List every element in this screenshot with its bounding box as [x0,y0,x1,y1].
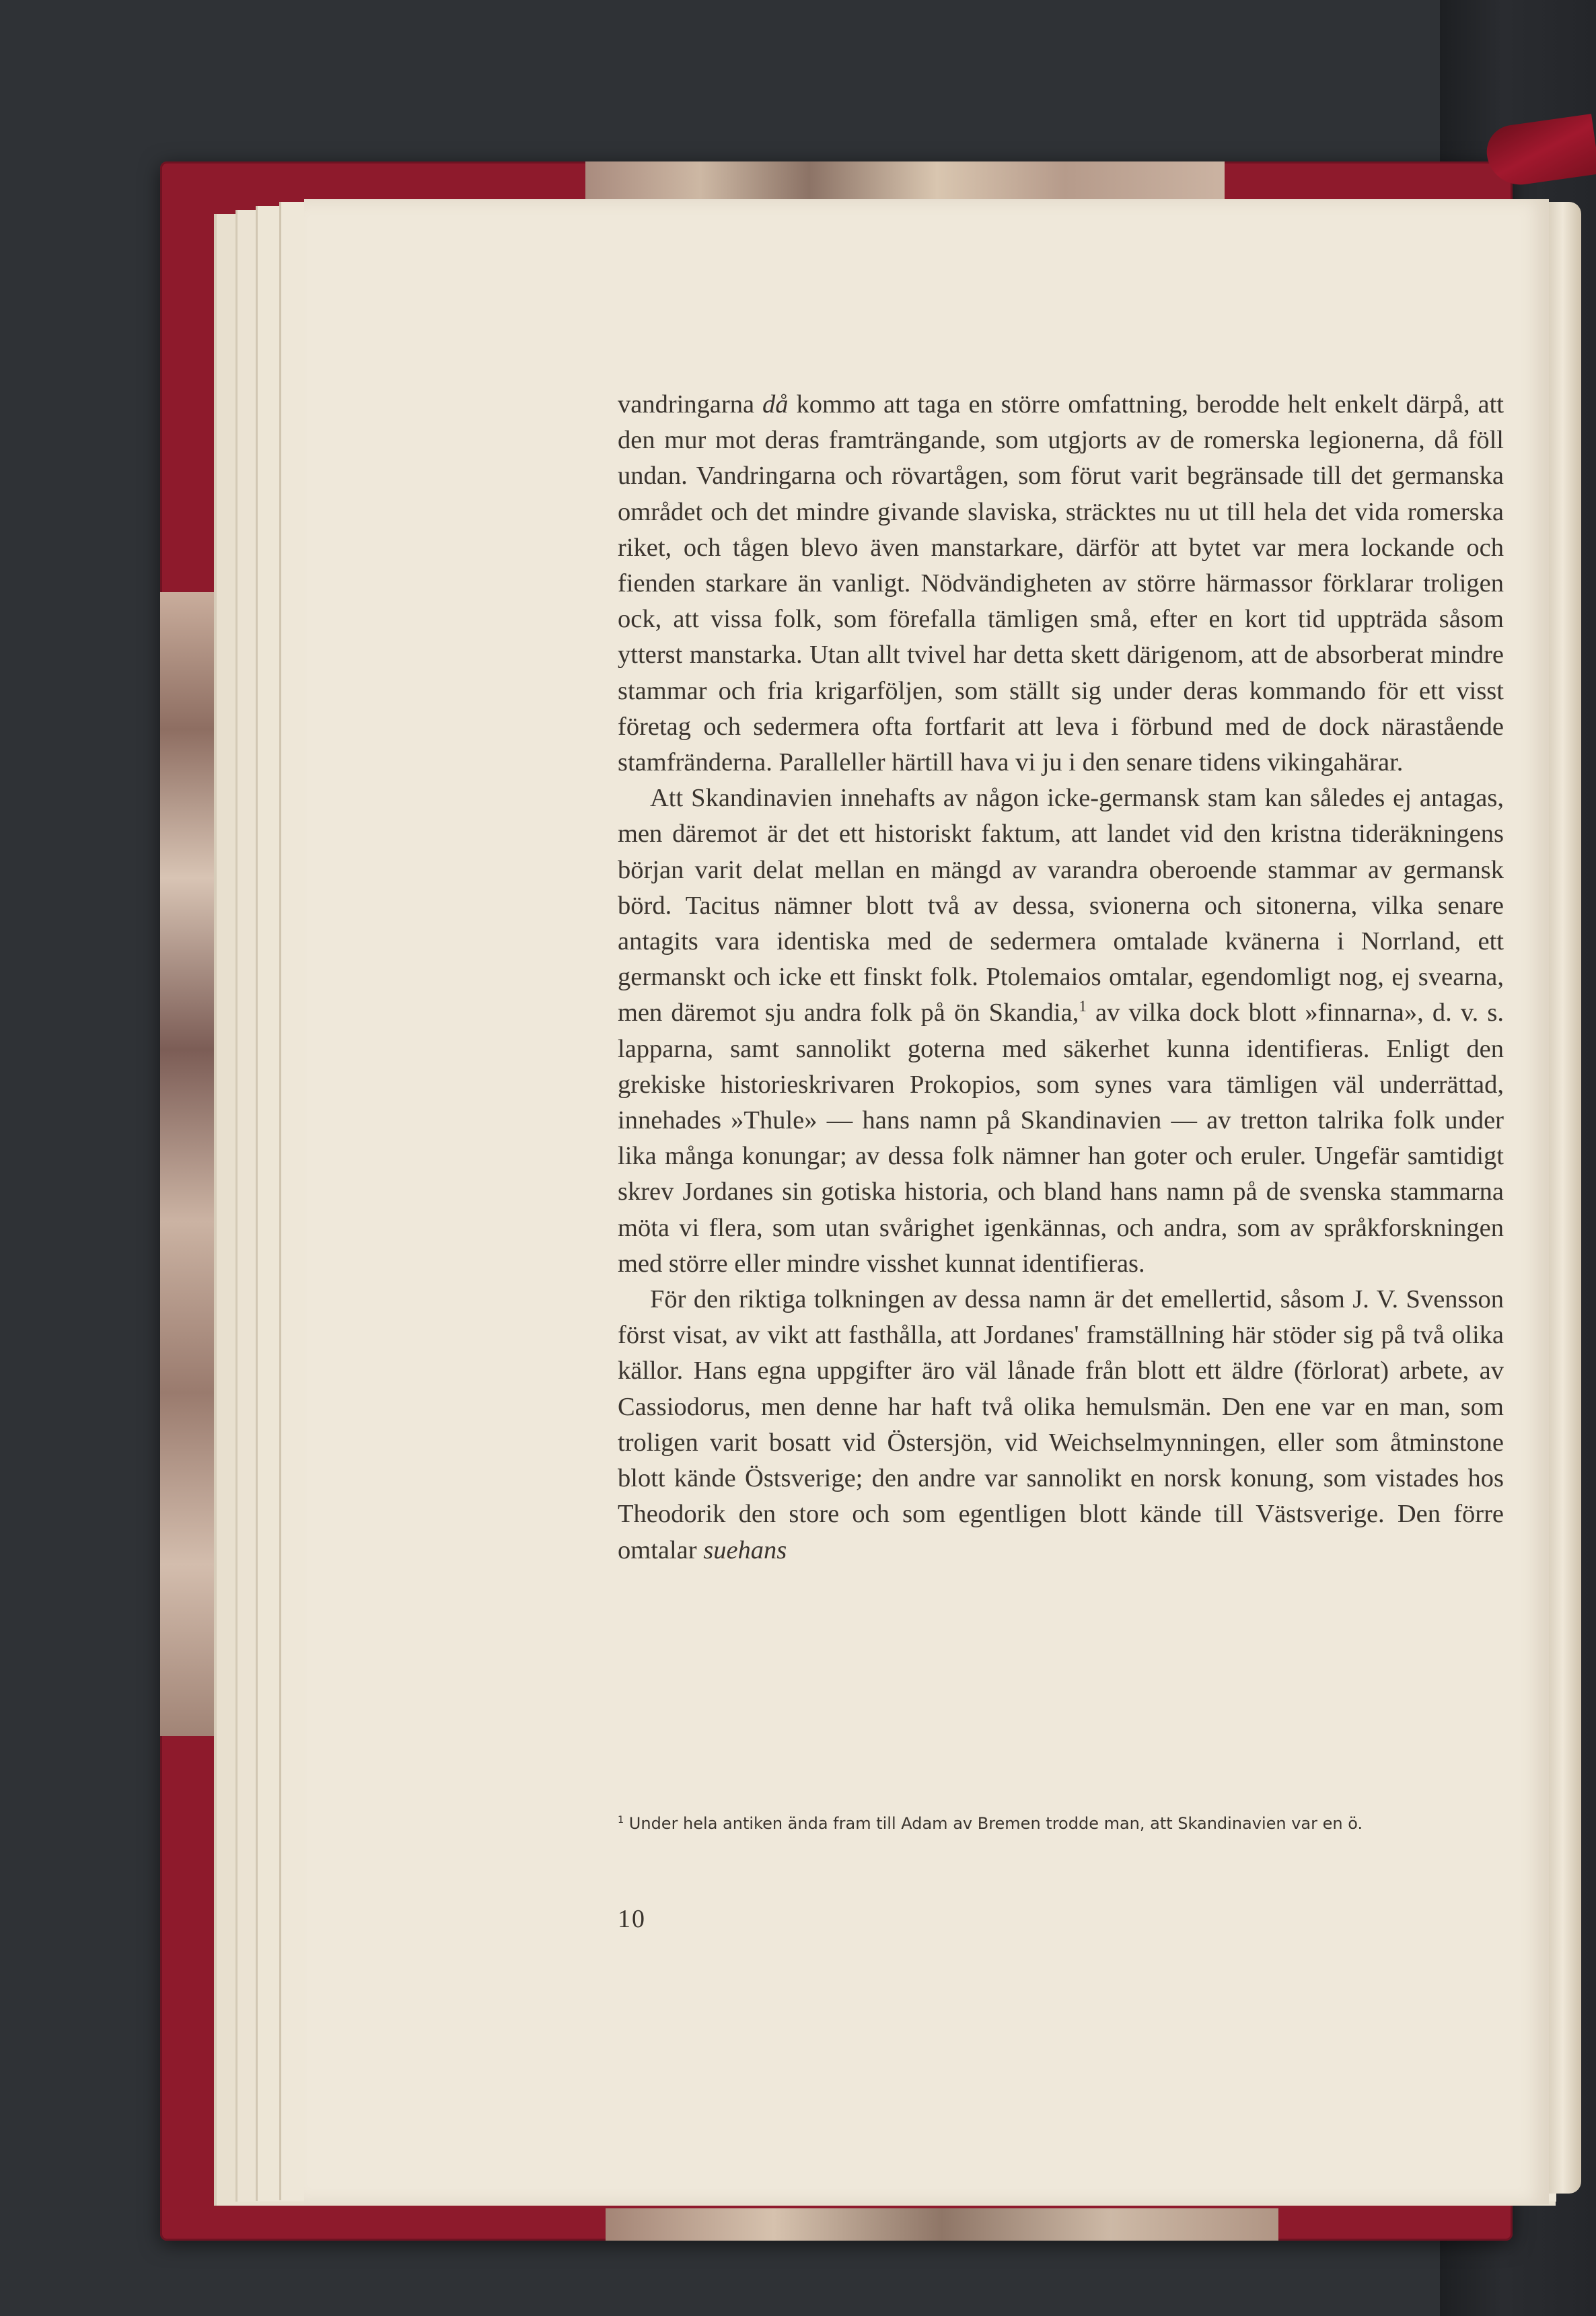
emphasis-text: då [762,390,789,419]
footnote-text: Under hela antiken ända fram till Adam av Bremen trodde man, att Skandinavien var en ö. [624,1814,1363,1833]
page-number: 10 [618,1905,646,1933]
paragraph-3 [618,1282,1504,1568]
paragraph-1 [618,387,1504,781]
paragraph-2 [618,781,1504,1282]
marbled-edge-left [160,592,221,1736]
body-text [618,387,1504,1568]
emphasis-text: suehans [703,1535,787,1564]
marbled-edge-bottom [606,2208,1278,2241]
footnote [618,1810,1504,1837]
paragraph-text: vandringarna [618,390,763,419]
paragraph-text: Att Skandinavien innehafts av någon icke-germansk stam kan således ej antagas, men däremot är det ett historiskt faktum, att landet vid den kristna tideräkningens början varit delat mellan en mängd av varandra oberoende stammar av germansk börd. Tacitus nämner blott två av dessa, svionerna och sitonerna, vilka senare antagits vara identiska med de sedermera omtalade kvänerna i Norrland, ett germanskt och icke ett finskt folk. Ptolemaios omtalar, egendomligt nog, ej svearna, men däremot sju andra folk på ön Skandia, [618,784,1504,1027]
footnote-marker: 1 [618,1815,624,1825]
footnote-reference: 1 [1079,997,1087,1015]
paragraph-text: För den riktiga tolkningen av dessa namn är det emellertid, såsom J. V. Svensson först visat, av vikt att fasthålla, att Jordanes' framställning här stöder sig på två olika källor. Hans egna uppgifter äro väl lånade från blott ett äldre (förlorat) arbete, av Cassiodorus, men denne har haft två olika hemulsmän. Den ene var en man, som troligen varit bosatt vid Östersjön, vid Weichselmynningen, eller som åtminstone blott kände Östsverige; den andre var sannolikt en norsk konung, som vistades hos Theodorik den store och som egentligen blott kände till Västsverige. Den förre omtalar [618,1285,1504,1564]
page-fore-edge [1548,202,1581,2194]
paragraph-text: kommo att taga en större omfattning, berodde helt enkelt därpå, att den mur mot deras framträngande, som utgjorts av de romerska legionerna, då föll undan. Vandringarna och rövartågen, som förut varit begränsade till det germanska området och det mindre givande slaviska, sträcktes nu ut till hela det vida romerska riket, och tågen blevo även manstarkare, därför att bytet var mera lockande och fienden starkare än vanligt. Nödvändigheten av större härmassor förklarar troligen ock, att vissa folk, som förefalla tämligen små, efter en kort tid uppträda såsom ytterst manstarka. Utan allt tvivel har detta skett därigenom, att de absorberat mindre stammar och fria krigarföljen, som ställt sig under deras kommando för ett visst företag och sedermera ofta fortfarit att leva i förbund med de dock närastående stamfränderna. Paralleller härtill hava vi ju i den senare tidens vikingahärar. [618,390,1504,777]
marbled-edge-top [585,161,1225,203]
paragraph-text: av vilka dock blott »finnarna», d. v. s. lapparna, samt sannolikt goterna med säkerhet kunna identifieras. Enligt den grekiske historieskrivaren Prokopios, som synes vara tämligen väl underrättad, innehades »Thule» — hans namn på Skandinavien — av tretton talrika folk under lika många konungar; av dessa folk nämner han goter och eruler. Ungefär samtidigt skrev Jordanes sin gotiska historia, och bland hans namn på de svenska stammarna möta vi flera, som utan svårighet igenkännas, och andra, som av språkforskningen med större eller mindre visshet kunnat identifieras. [618,999,1504,1278]
